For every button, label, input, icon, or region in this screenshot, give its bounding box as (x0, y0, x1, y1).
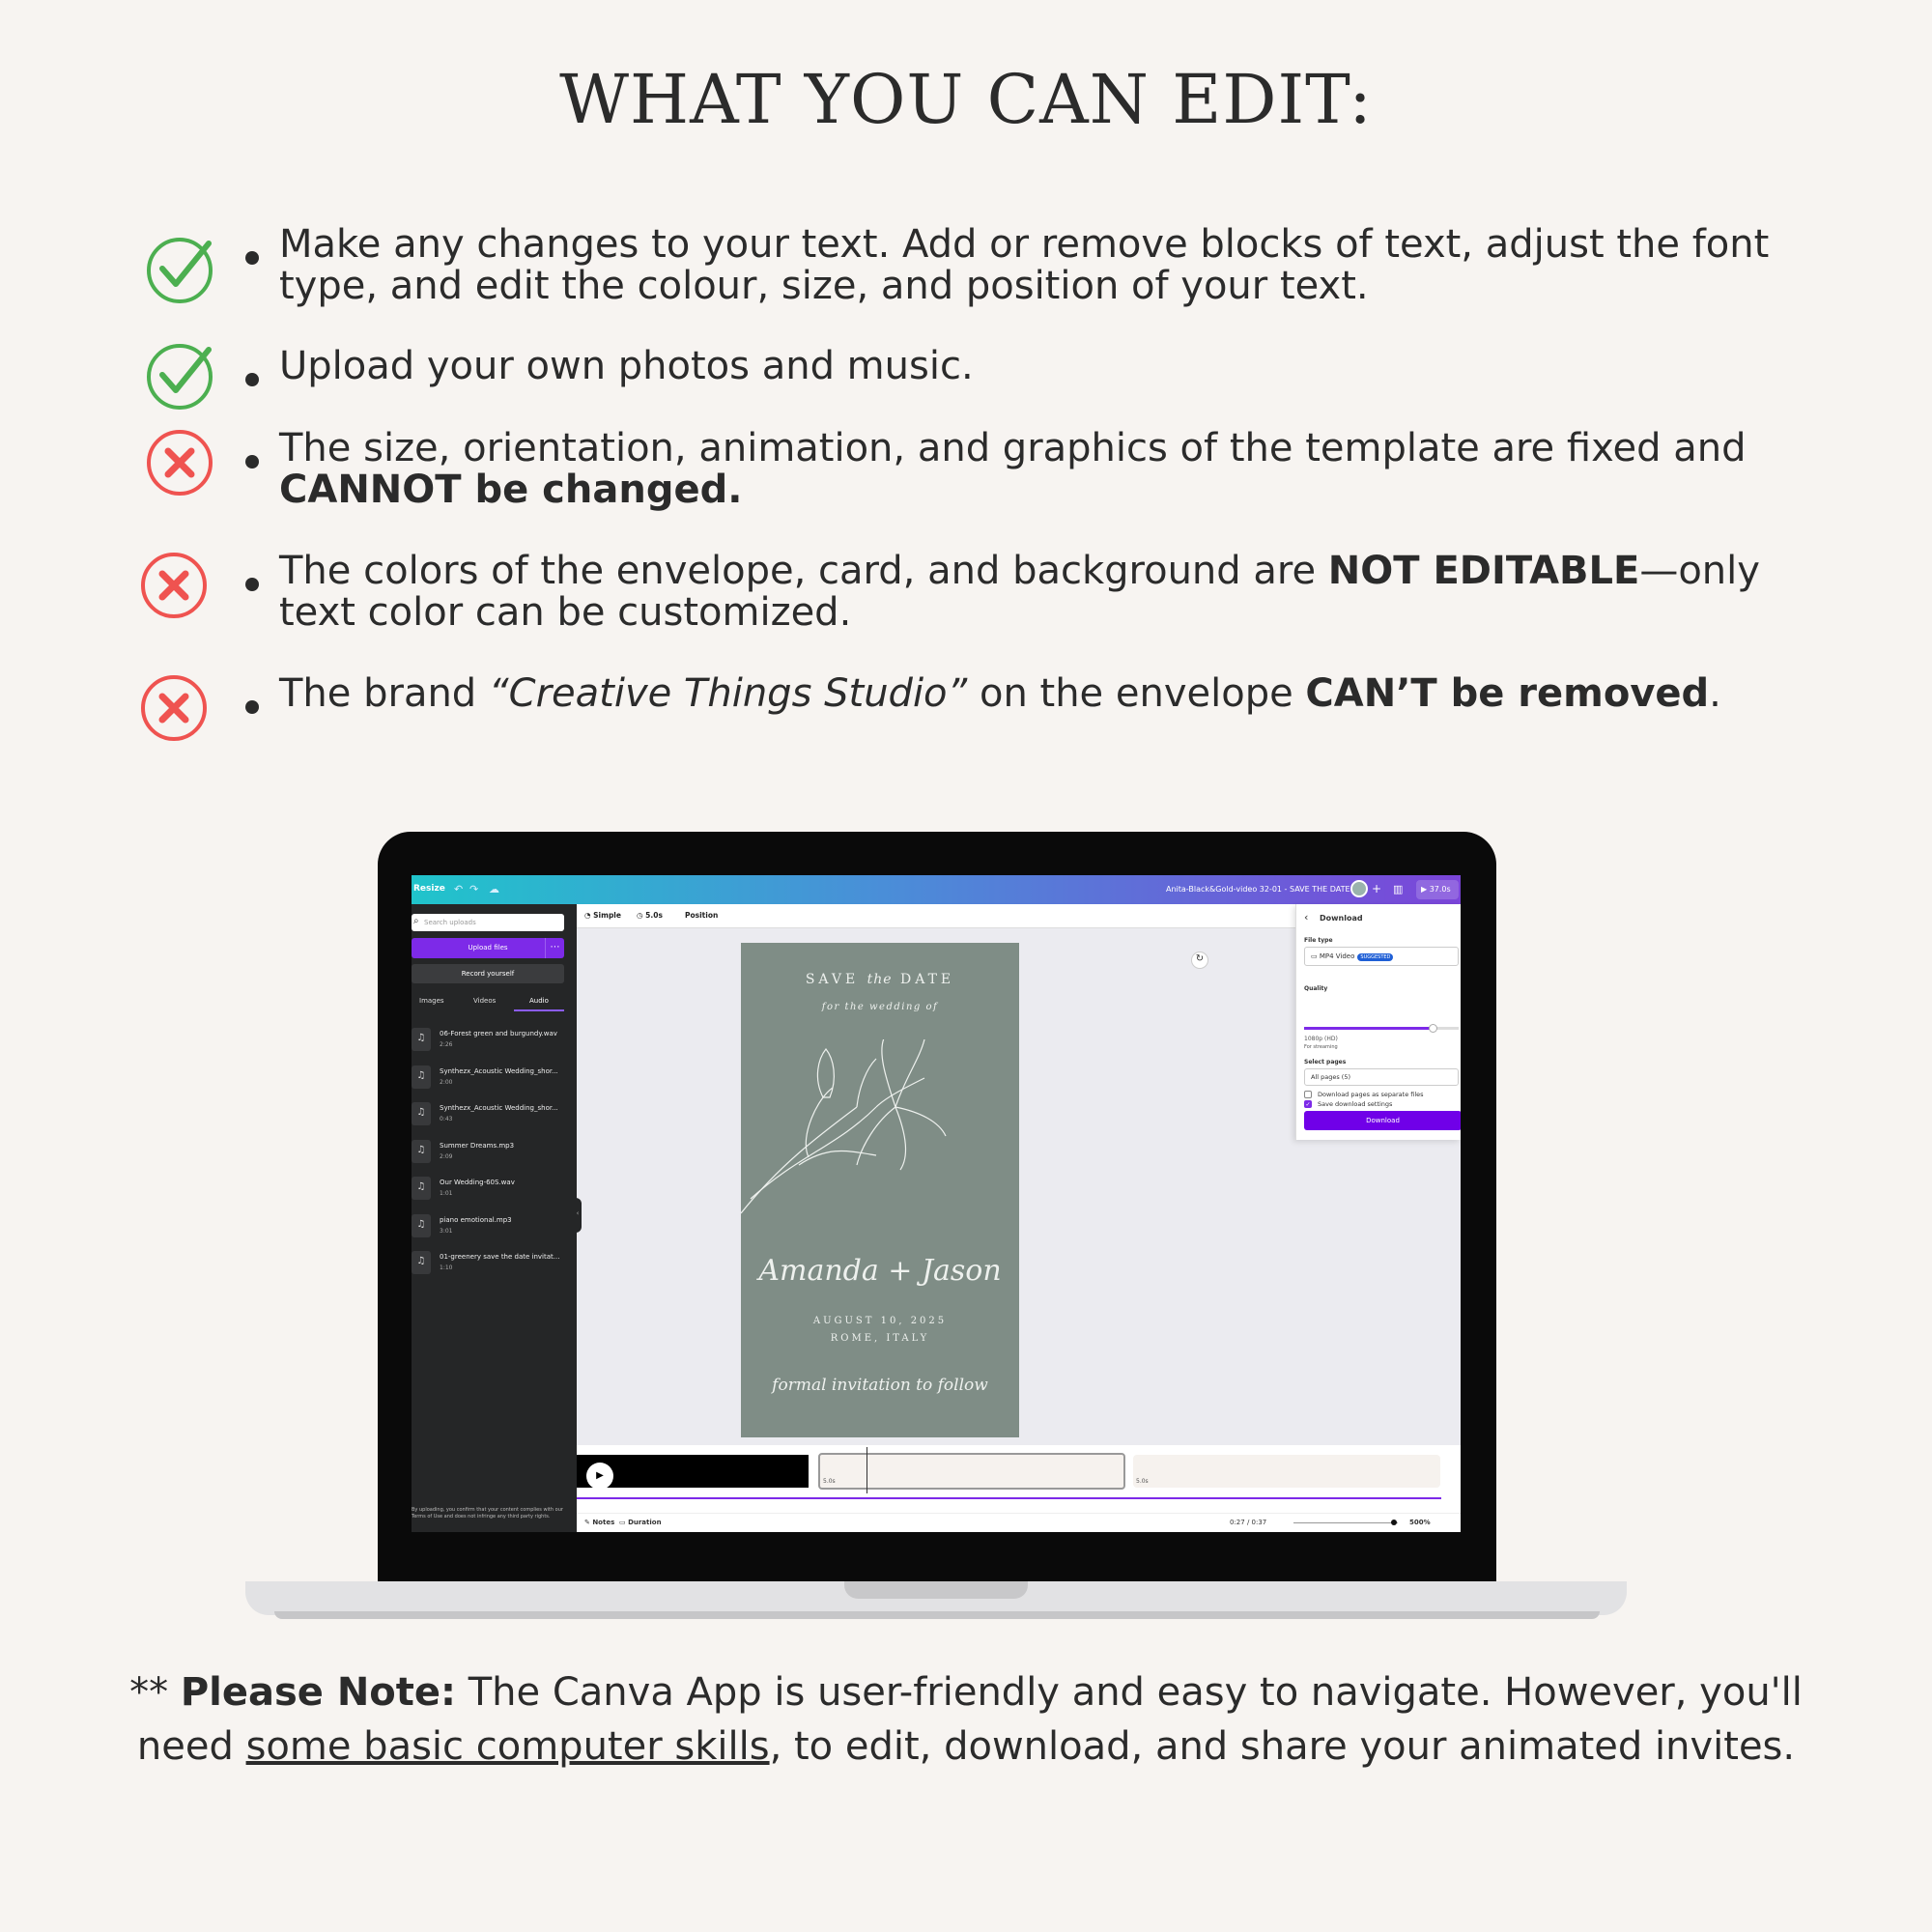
audio-file-duration: 2:00 (440, 1078, 453, 1086)
duration-label: Duration (628, 1519, 662, 1526)
rule-text (279, 346, 1844, 387)
tab-videos[interactable]: Videos (473, 997, 497, 1005)
rule-segment: “Creative Things Studio” (488, 671, 968, 716)
media-tabs (412, 993, 564, 1012)
rule-text (279, 428, 1844, 511)
position-button[interactable]: Position (685, 911, 719, 920)
animate-icon: ◔ (584, 911, 594, 920)
tab-audio[interactable]: Audio (529, 997, 549, 1005)
music-note-icon: ♫ (412, 1140, 431, 1163)
card-date: AUGUST 10, 2025 (812, 1316, 948, 1326)
audio-file-duration: 0:43 (440, 1116, 453, 1122)
audio-file-item[interactable] (412, 1214, 574, 1247)
audio-file-duration: 3:01 (440, 1227, 453, 1235)
save-settings-label: Save download settings (1318, 1100, 1393, 1108)
notes-icon: ✎ (584, 1519, 593, 1526)
audio-file-item[interactable] (412, 1140, 574, 1173)
separate-files-checkbox[interactable] (1304, 1091, 1312, 1098)
audio-file-item[interactable] (412, 1177, 574, 1209)
file-type-select[interactable] (1304, 947, 1459, 966)
audio-file-name: 01-greenery save the date invitat... (440, 1253, 560, 1261)
rule-segment: Make any changes to your text. Add or remove blocks of text, adjust the font type, and edit the colour, size, and position of your text. (279, 222, 1770, 308)
audio-file-item[interactable] (412, 1102, 574, 1135)
audio-file-duration: 1:01 (440, 1190, 453, 1197)
presentation-duration: 37.0s (1429, 885, 1451, 894)
check-icon (145, 234, 216, 305)
document-title[interactable]: Anita-Black&Gold-video 32-01 - SAVE THE DATE (1166, 885, 1350, 894)
file-type-value: MP4 Video (1319, 952, 1355, 960)
select-pages-dropdown[interactable]: All pages (5) (1304, 1068, 1459, 1086)
timeline-clip-selected[interactable] (818, 1453, 1125, 1490)
rule-segment: CAN’T be removed (1305, 671, 1710, 716)
timeline-clip[interactable] (1133, 1455, 1440, 1488)
music-note-icon: ♫ (412, 1177, 431, 1200)
note-text: The Canva App is user-friendly and easy to navigate. However, you'll need (136, 1670, 1803, 1769)
redo-icon[interactable]: ↷ (469, 883, 479, 895)
clip-duration: 5.0s (823, 1478, 836, 1485)
card-location: ROME, ITALY (830, 1333, 930, 1344)
audio-file-duration: 2:26 (440, 1041, 453, 1048)
zoom-slider-knob[interactable] (1391, 1520, 1397, 1525)
suggested-badge: SUGGESTED (1357, 953, 1393, 961)
laptop-notch (844, 1581, 1028, 1599)
timeline-progress (577, 1497, 1441, 1499)
note-heading: Please Note: (180, 1670, 457, 1715)
notes-button[interactable] (584, 1519, 614, 1526)
quality-value: 1080p (HD) (1304, 1036, 1338, 1042)
check-icon (145, 340, 216, 412)
laptop-base-shadow (274, 1611, 1600, 1619)
play-button[interactable]: ▶ (586, 1463, 613, 1490)
zoom-level[interactable]: 500% (1409, 1519, 1431, 1526)
rule-text (279, 551, 1844, 634)
cross-icon (145, 426, 216, 497)
audio-file-duration: 1:10 (440, 1264, 453, 1271)
audio-file-name: Synthezx_Acoustic Wedding_shor... (440, 1066, 558, 1075)
card-save-the-date: SAVE the DATE (805, 972, 955, 987)
audio-file-item[interactable] (412, 1065, 574, 1098)
lily-illustration (741, 1039, 1019, 1242)
bullet (245, 700, 259, 714)
audio-file-name: Our Wedding-60S.wav (440, 1179, 515, 1186)
page-title: WHAT YOU CAN EDIT: (559, 60, 1373, 139)
animation-simple-button[interactable] (584, 911, 621, 920)
download-button[interactable]: Download (1304, 1111, 1461, 1130)
page-duration-label: 5.0s (645, 911, 663, 920)
cross-icon (139, 671, 211, 743)
music-note-icon: ♫ (412, 1065, 431, 1089)
page-duration-button[interactable] (637, 911, 663, 920)
music-note-icon: ♫ (412, 1028, 431, 1051)
audio-file-item[interactable] (412, 1028, 574, 1061)
note-emphasis: some basic computer skills (245, 1724, 770, 1769)
clip-duration: 5.0s (1136, 1478, 1149, 1485)
search-input[interactable] (412, 914, 564, 931)
audio-file-name: 06-Forest green and burgundy.wav (440, 1030, 557, 1037)
download-panel (1295, 904, 1461, 1140)
active-tab-indicator (514, 1009, 564, 1011)
audio-file-name: Summer Dreams.mp3 (440, 1141, 515, 1150)
terms-notice: By uploading, you confirm that your content complies with our Terms of Use and does not infringe any third party rights. (412, 1507, 563, 1520)
insights-icon[interactable]: ▥ (1393, 883, 1404, 895)
note-text-end: , to edit, download, and share your animated invites. (769, 1724, 1796, 1769)
download-heading: Download (1320, 914, 1363, 923)
search-placeholder: Search uploads (424, 919, 476, 926)
rule-segment: The colors of the envelope, card, and background are (279, 549, 1328, 593)
rule-segment: CANNOT be changed. (279, 468, 743, 512)
video-file-icon: ▭ (1311, 952, 1320, 960)
audio-file-name: Synthezx_Acoustic Wedding_shor... (440, 1104, 558, 1112)
quality-slider-knob[interactable] (1429, 1024, 1437, 1033)
audio-file-name: piano emotional.mp3 (440, 1215, 512, 1224)
avatar[interactable] (1350, 880, 1368, 897)
file-type-label: File type (1304, 937, 1333, 944)
quality-slider[interactable] (1304, 1027, 1459, 1030)
playback-time: 0:27 / 0:37 (1230, 1519, 1267, 1526)
please-note (97, 1665, 1835, 1774)
select-pages-label: Select pages (1304, 1059, 1347, 1065)
play-icon: ▶ (1421, 885, 1430, 894)
upload-files-button[interactable] (412, 938, 564, 958)
more-options-icon[interactable]: ⋯ (545, 938, 564, 958)
animation-simple-label: Simple (593, 911, 621, 920)
music-note-icon: ♫ (412, 1251, 431, 1274)
bullet (245, 455, 259, 469)
notes-label: Notes (592, 1519, 615, 1526)
rule-text (279, 224, 1844, 307)
quality-label: Quality (1304, 985, 1328, 992)
duration-icon: ▭ (619, 1519, 629, 1526)
quality-slider-fill (1304, 1027, 1433, 1030)
quality-note: For streaming (1304, 1044, 1338, 1050)
resize-menu[interactable]: Resize (413, 884, 445, 894)
add-collaborator-icon[interactable]: + (1372, 882, 1382, 895)
tab-images[interactable]: Images (419, 997, 444, 1005)
refresh-icon[interactable]: ↻ (1191, 952, 1208, 969)
upload-files-label: Upload files (468, 944, 508, 952)
rule-segment: The size, orientation, animation, and graphics of the template are fixed and (279, 426, 1747, 470)
back-arrow-icon[interactable]: ‹ (1304, 911, 1309, 923)
rule-segment: Upload your own photos and music. (279, 344, 974, 388)
bullet (245, 578, 259, 591)
zoom-slider[interactable] (1293, 1522, 1398, 1523)
card-couple-names: Amanda + Jason (758, 1254, 1002, 1288)
audio-file-item[interactable] (412, 1251, 574, 1284)
audio-file-duration: 2:09 (440, 1152, 453, 1160)
cross-icon (139, 549, 211, 620)
rule-segment: The brand (279, 671, 489, 716)
bullet (245, 373, 259, 386)
rule-segment: . (1709, 671, 1721, 716)
card-for-wedding: for the wedding of (821, 1002, 939, 1012)
card-follow-note: formal invitation to follow (772, 1376, 988, 1395)
save-settings-checkbox[interactable]: ✓ (1305, 1101, 1311, 1108)
editor-footer (577, 1513, 1461, 1532)
rule-segment: —only text color can be customized. (279, 549, 1760, 635)
rule-segment: NOT EDITABLE (1327, 549, 1640, 593)
rule-text (279, 673, 1844, 715)
bullet (245, 251, 259, 265)
music-note-icon: ♫ (412, 1102, 431, 1125)
duration-button[interactable] (619, 1519, 662, 1526)
canva-topbar (412, 875, 1461, 904)
collapse-panel-handle[interactable]: ‹ (574, 1198, 582, 1233)
note-prefix: ** (129, 1670, 181, 1715)
clock-icon: ◷ (637, 911, 646, 920)
cloud-save-icon[interactable]: ☁ (489, 883, 499, 895)
canva-editor-screenshot (412, 875, 1461, 1532)
search-icon: ⌕ (413, 916, 419, 926)
record-yourself-button[interactable]: Record yourself (412, 964, 564, 983)
music-note-icon: ♫ (412, 1214, 431, 1237)
separate-files-label: Download pages as separate files (1318, 1091, 1424, 1098)
rule-segment: on the envelope (967, 671, 1306, 716)
present-button[interactable] (1416, 880, 1459, 899)
save-the-date-card[interactable] (741, 943, 1019, 1437)
undo-icon[interactable]: ↶ (454, 883, 464, 895)
uploads-panel (412, 904, 577, 1532)
